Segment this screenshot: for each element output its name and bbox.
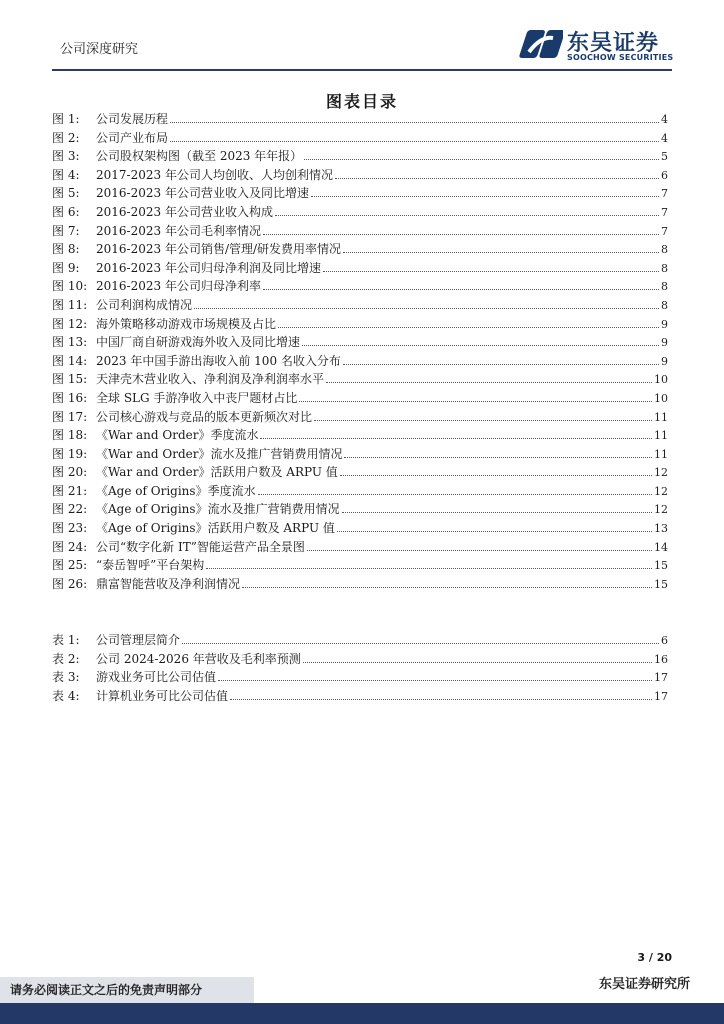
entry-page: 8 <box>661 261 668 275</box>
figure-toc-entry[interactable] <box>52 370 668 389</box>
figure-toc-entry[interactable] <box>52 482 668 501</box>
entry-label: 图 25: <box>52 558 88 573</box>
entry-page: 9 <box>661 336 668 350</box>
leader-dots <box>344 447 652 458</box>
header-divider <box>52 69 672 71</box>
entry-title: 《Age of Origins》季度流水 <box>96 483 256 498</box>
logo-chinese-name: 东吴证券 <box>567 31 660 56</box>
entry-title: 公司产业布局 <box>96 130 169 145</box>
entry-title: 《Age of Origins》活跃用户数及 ARPU 值 <box>96 521 335 536</box>
leader-dots <box>275 205 659 216</box>
entry-page: 14 <box>654 540 668 554</box>
entry-label: 图 8: <box>52 242 80 257</box>
entry-label: 图 9: <box>52 260 80 275</box>
figure-toc-entry[interactable] <box>52 277 668 296</box>
table-toc-entry[interactable] <box>52 631 668 650</box>
figure-toc-entry[interactable] <box>52 222 668 241</box>
entry-page: 11 <box>654 410 668 424</box>
entry-label: 表 1: <box>52 633 80 647</box>
leader-dots <box>304 149 659 160</box>
table-toc-entry[interactable] <box>52 650 668 669</box>
entry-page: 12 <box>654 466 668 480</box>
entry-label: 图 3: <box>52 149 80 164</box>
entry-label: 图 22: <box>52 502 88 517</box>
figure-toc-entry[interactable] <box>52 110 668 129</box>
entry-label: 图 15: <box>52 372 88 387</box>
leader-dots <box>314 410 652 421</box>
entry-label: 图 19: <box>52 446 88 461</box>
leader-dots <box>326 372 652 383</box>
entry-label: 图 24: <box>52 539 88 554</box>
leader-dots <box>206 558 652 569</box>
leader-dots <box>278 317 659 328</box>
table-toc-entry[interactable] <box>52 668 668 687</box>
leader-dots <box>342 502 652 513</box>
leader-dots <box>303 652 652 663</box>
footer-bar <box>0 1003 724 1024</box>
entry-label: 图 16: <box>52 390 88 405</box>
figure-toc-entry[interactable] <box>52 184 668 203</box>
figure-toc-entry[interactable] <box>52 538 668 557</box>
entry-title: 《War and Order》季度流水 <box>96 428 259 443</box>
entry-label: 图 21: <box>52 483 88 498</box>
leader-dots <box>263 224 659 235</box>
figure-toc-entry[interactable] <box>52 575 668 594</box>
entry-label: 图 18: <box>52 428 88 443</box>
entry-page: 12 <box>654 484 668 498</box>
entry-label: 表 3: <box>52 670 80 685</box>
figure-toc-entry[interactable] <box>52 129 668 148</box>
entry-label: 图 6: <box>52 204 80 219</box>
figure-toc-entry[interactable] <box>52 519 668 538</box>
brand-logo <box>519 24 679 64</box>
entry-title: 公司利润构成情况 <box>96 297 193 312</box>
entry-page: 16 <box>654 652 668 666</box>
entry-title: “泰岳智呼”平台架构 <box>96 558 205 573</box>
entry-page: 8 <box>661 280 668 294</box>
entry-page: 11 <box>654 447 668 461</box>
figure-toc-entry[interactable] <box>52 147 668 166</box>
entry-label: 图 14: <box>52 353 88 368</box>
entry-page: 7 <box>661 187 668 201</box>
entry-title: 《War and Order》流水及推广营销费用情况 <box>96 446 343 461</box>
entry-page: 4 <box>661 113 668 126</box>
leader-dots <box>263 279 659 290</box>
entry-label: 图 11: <box>52 297 88 312</box>
entry-title: 2017-2023 年公司人均创收、人均创利情况 <box>96 167 333 182</box>
figure-toc-entry[interactable] <box>52 389 668 408</box>
entry-page: 7 <box>661 224 668 238</box>
entry-title: 公司股权架构图（截至 2023 年年报） <box>96 149 303 164</box>
entry-title: 公司发展历程 <box>96 112 169 126</box>
page-title: 图表目录 <box>325 92 398 111</box>
entry-page: 17 <box>654 689 668 703</box>
entry-label: 图 13: <box>52 335 88 350</box>
entry-label: 图 12: <box>52 316 88 331</box>
leader-dots <box>242 577 652 588</box>
entry-page: 8 <box>661 243 668 257</box>
leader-dots <box>302 335 659 346</box>
entry-label: 图 7: <box>52 223 80 238</box>
leader-dots <box>307 540 652 551</box>
table-toc-entry[interactable] <box>52 687 668 706</box>
entry-title: 鼎富智能营收及净利润情况 <box>96 576 241 591</box>
leader-dots <box>299 391 652 402</box>
leader-dots <box>194 298 659 309</box>
entry-page: 15 <box>654 559 668 573</box>
entry-page: 6 <box>661 634 668 647</box>
entry-label: 图 23: <box>52 521 88 536</box>
entry-label: 图 1: <box>52 112 80 126</box>
leader-dots <box>170 131 659 142</box>
entry-page: 6 <box>661 168 668 182</box>
entry-label: 图 17: <box>52 409 88 424</box>
leader-dots <box>260 428 652 439</box>
entry-title: 2016-2023 年公司营业收入构成 <box>96 204 273 219</box>
figure-toc-entry[interactable] <box>52 315 668 334</box>
entry-label: 图 4: <box>52 167 80 182</box>
figure-toc-entry[interactable] <box>52 556 668 575</box>
entry-title: 2016-2023 年公司归母净利率 <box>96 279 261 294</box>
entry-title: 中国厂商自研游戏海外收入及同比增速 <box>96 335 301 350</box>
entry-title: 公司核心游戏与竞品的版本更新频次对比 <box>96 409 313 424</box>
page-number: 3 / 20 <box>637 951 672 964</box>
leader-dots <box>311 186 659 197</box>
entry-page: 9 <box>661 317 668 331</box>
entry-title: 天津壳木营业收入、净利润及净利润率水平 <box>96 372 325 387</box>
entry-title: 计算机业务可比公司估值 <box>96 688 229 703</box>
entry-label: 图 5: <box>52 186 80 201</box>
figure-toc-entry[interactable] <box>52 463 668 482</box>
leader-dots <box>182 633 659 644</box>
leader-dots <box>343 354 659 365</box>
entry-title: 《Age of Origins》流水及推广营销费用情况 <box>96 502 340 517</box>
leader-dots <box>230 689 652 700</box>
entry-page: 7 <box>661 205 668 219</box>
leader-dots <box>323 261 659 272</box>
entry-label: 表 4: <box>52 688 80 703</box>
entry-title: 游戏业务可比公司估值 <box>96 670 217 685</box>
entry-page: 17 <box>654 671 668 685</box>
tables-toc <box>52 631 668 705</box>
entry-page: 8 <box>661 298 668 312</box>
entry-label: 图 2: <box>52 130 80 145</box>
figure-toc-entry[interactable] <box>52 296 668 315</box>
figure-toc-entry[interactable] <box>52 333 668 352</box>
figure-toc-entry[interactable] <box>52 408 668 427</box>
figure-toc-entry[interactable] <box>52 240 668 259</box>
entry-title: 海外策略移动游戏市场规模及占比 <box>96 316 277 331</box>
leader-dots <box>335 168 659 179</box>
leader-dots <box>337 521 652 532</box>
leader-dots <box>258 484 652 495</box>
figure-toc-entry[interactable] <box>52 166 668 185</box>
entry-page: 5 <box>661 150 668 164</box>
entry-page: 9 <box>661 354 668 368</box>
leader-dots <box>343 242 659 253</box>
entry-title: 2016-2023 年公司归母净利润及同比增速 <box>96 260 321 275</box>
figure-toc-entry[interactable] <box>52 352 668 371</box>
entry-page: 11 <box>654 429 668 443</box>
soochow-logo-icon <box>519 26 563 62</box>
entry-title: 《War and Order》活跃用户数及 ARPU 值 <box>96 465 338 480</box>
entry-title: 公司 2024-2026 年营收及毛利率预测 <box>96 651 301 666</box>
entry-page: 13 <box>654 522 668 536</box>
report-type-label: 公司深度研究 <box>60 42 139 57</box>
logo-english-name: SOOCHOW SECURITIES <box>567 53 674 62</box>
figure-toc-entry[interactable] <box>52 445 668 464</box>
institute-name: 东吴证券研究所 <box>598 977 690 992</box>
entry-title: 2016-2023 年公司毛利率情况 <box>96 223 261 238</box>
figure-toc-entry[interactable] <box>52 500 668 519</box>
entry-label: 图 26: <box>52 576 88 591</box>
entry-page: 10 <box>654 391 668 405</box>
leader-dots <box>170 112 659 123</box>
entry-title: 2023 年中国手游出海收入前 100 名收入分布 <box>96 353 341 368</box>
figure-toc-entry[interactable] <box>52 426 668 445</box>
entry-page: 4 <box>661 131 668 145</box>
figures-toc <box>52 110 668 593</box>
entry-page: 15 <box>654 577 668 591</box>
figure-toc-entry[interactable] <box>52 203 668 222</box>
entry-page: 10 <box>654 373 668 387</box>
entry-label: 表 2: <box>52 651 80 666</box>
entry-title: 公司管理层简介 <box>96 633 181 647</box>
entry-title: 2016-2023 年公司营业收入及同比增速 <box>96 186 309 201</box>
figure-toc-entry[interactable] <box>52 259 668 278</box>
entry-page: 12 <box>654 503 668 517</box>
entry-label: 图 10: <box>52 279 88 294</box>
entry-title: 公司“数字化新 IT”智能运营产品全景图 <box>96 539 305 554</box>
leader-dots <box>218 670 652 681</box>
leader-dots <box>340 465 652 476</box>
entry-label: 图 20: <box>52 465 88 480</box>
entry-title: 全球 SLG 手游净收入中丧尸题材占比 <box>96 390 298 405</box>
entry-title: 2016-2023 年公司销售/管理/研发费用率情况 <box>96 242 342 257</box>
disclaimer-notice: 请务必阅读正文之后的免责声明部分 <box>0 977 254 1003</box>
